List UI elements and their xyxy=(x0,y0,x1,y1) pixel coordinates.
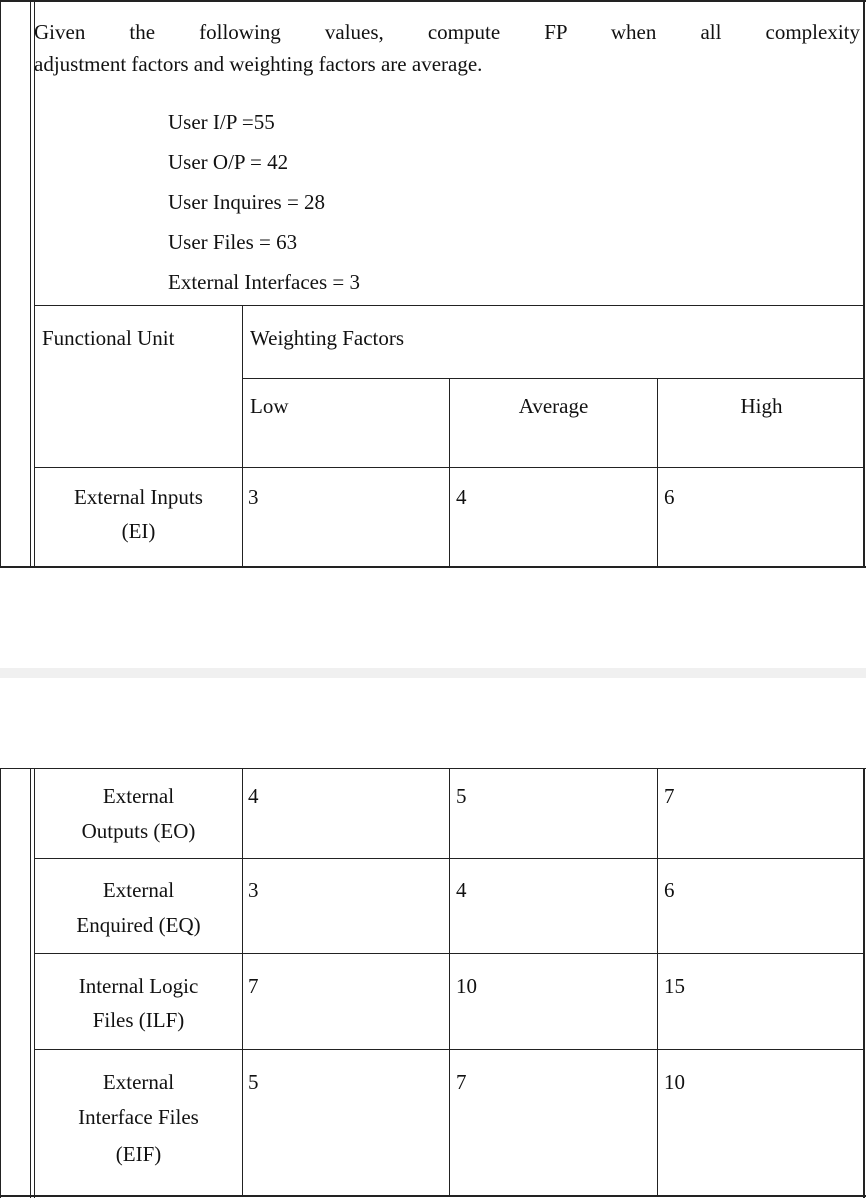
header-high: High xyxy=(740,394,783,418)
value-user-files: User Files = 63 xyxy=(168,230,298,254)
row-eo-unit-line2: Outputs (EO) xyxy=(81,819,196,843)
row-ilf-average: 10 xyxy=(456,974,477,998)
row-ilf-unit-line2: Files (ILF) xyxy=(92,1008,185,1032)
row-eif-unit-line3: (EIF) xyxy=(115,1142,162,1166)
bottom-col-divider-2 xyxy=(449,768,450,1196)
question-text xyxy=(34,16,860,80)
row-eo-unit-line1: External xyxy=(102,784,175,808)
left-outer-border xyxy=(0,0,1,566)
fragment-bottom-border xyxy=(0,566,866,568)
row-ilf-high: 15 xyxy=(664,974,685,998)
question-line-1: Given the following values, compute FP when all complexity xyxy=(34,20,860,44)
row-ei-high: 6 xyxy=(664,485,675,509)
bottom-left-inner-border xyxy=(30,768,31,1198)
left-inner-border xyxy=(30,0,31,566)
row-eq-average: 4 xyxy=(456,878,467,902)
row-eif-unit-line2: Interface Files xyxy=(78,1105,199,1129)
bottom-top-border xyxy=(0,768,866,769)
bottom-col-divider-3 xyxy=(657,768,658,1196)
bottom-right-border xyxy=(863,768,865,1198)
question-line-2: adjustment factors and weighting factors are average. xyxy=(34,52,483,76)
row-eq-unit-line1: External xyxy=(102,878,175,902)
row-eif-low: 5 xyxy=(248,1070,259,1094)
right-border xyxy=(863,0,865,566)
row-eq-unit-line2: Enquired (EQ) xyxy=(76,913,201,937)
row-ei-low: 3 xyxy=(248,485,259,509)
value-external-interfaces: External Interfaces = 3 xyxy=(168,270,360,294)
row-eif-unit-line1: External xyxy=(102,1070,175,1094)
row-ei-unit-line1: External Inputs xyxy=(74,485,203,509)
header-low: Low xyxy=(250,394,289,418)
row-eo-average: 5 xyxy=(456,784,467,808)
row-ei-unit-line2: (EI) xyxy=(121,519,156,543)
header-functional-unit: Functional Unit xyxy=(42,326,175,350)
bottom-col-divider-1 xyxy=(242,768,243,1196)
row-eif-high: 10 xyxy=(664,1070,685,1094)
header-weighting-factors: Weighting Factors xyxy=(250,326,405,350)
row-divider-ei xyxy=(34,467,865,468)
row-eq-low: 3 xyxy=(248,878,259,902)
col-divider-1 xyxy=(242,305,243,566)
header-average: Average xyxy=(518,394,589,418)
row-eif-average: 7 xyxy=(456,1070,467,1094)
row-divider-eq xyxy=(34,953,865,954)
top-border xyxy=(0,0,866,2)
bottom-bottom-border xyxy=(0,1195,866,1197)
row-divider-eo xyxy=(34,858,865,859)
table-top-border xyxy=(34,305,865,306)
value-user-inquires: User Inquires = 28 xyxy=(168,190,326,214)
row-ei-average: 4 xyxy=(456,485,467,509)
row-divider-ilf xyxy=(34,1049,865,1050)
row-ilf-unit-line1: Internal Logic xyxy=(78,974,199,998)
row-eo-high: 7 xyxy=(664,784,675,808)
bottom-left-outer-border xyxy=(0,768,1,1198)
row-eq-high: 6 xyxy=(664,878,675,902)
row-ilf-low: 7 xyxy=(248,974,259,998)
row-eo-low: 4 xyxy=(248,784,259,808)
page-break xyxy=(0,668,866,678)
header-divider xyxy=(242,378,865,379)
value-user-output: User O/P = 42 xyxy=(168,150,289,174)
value-user-input: User I/P =55 xyxy=(168,110,275,134)
